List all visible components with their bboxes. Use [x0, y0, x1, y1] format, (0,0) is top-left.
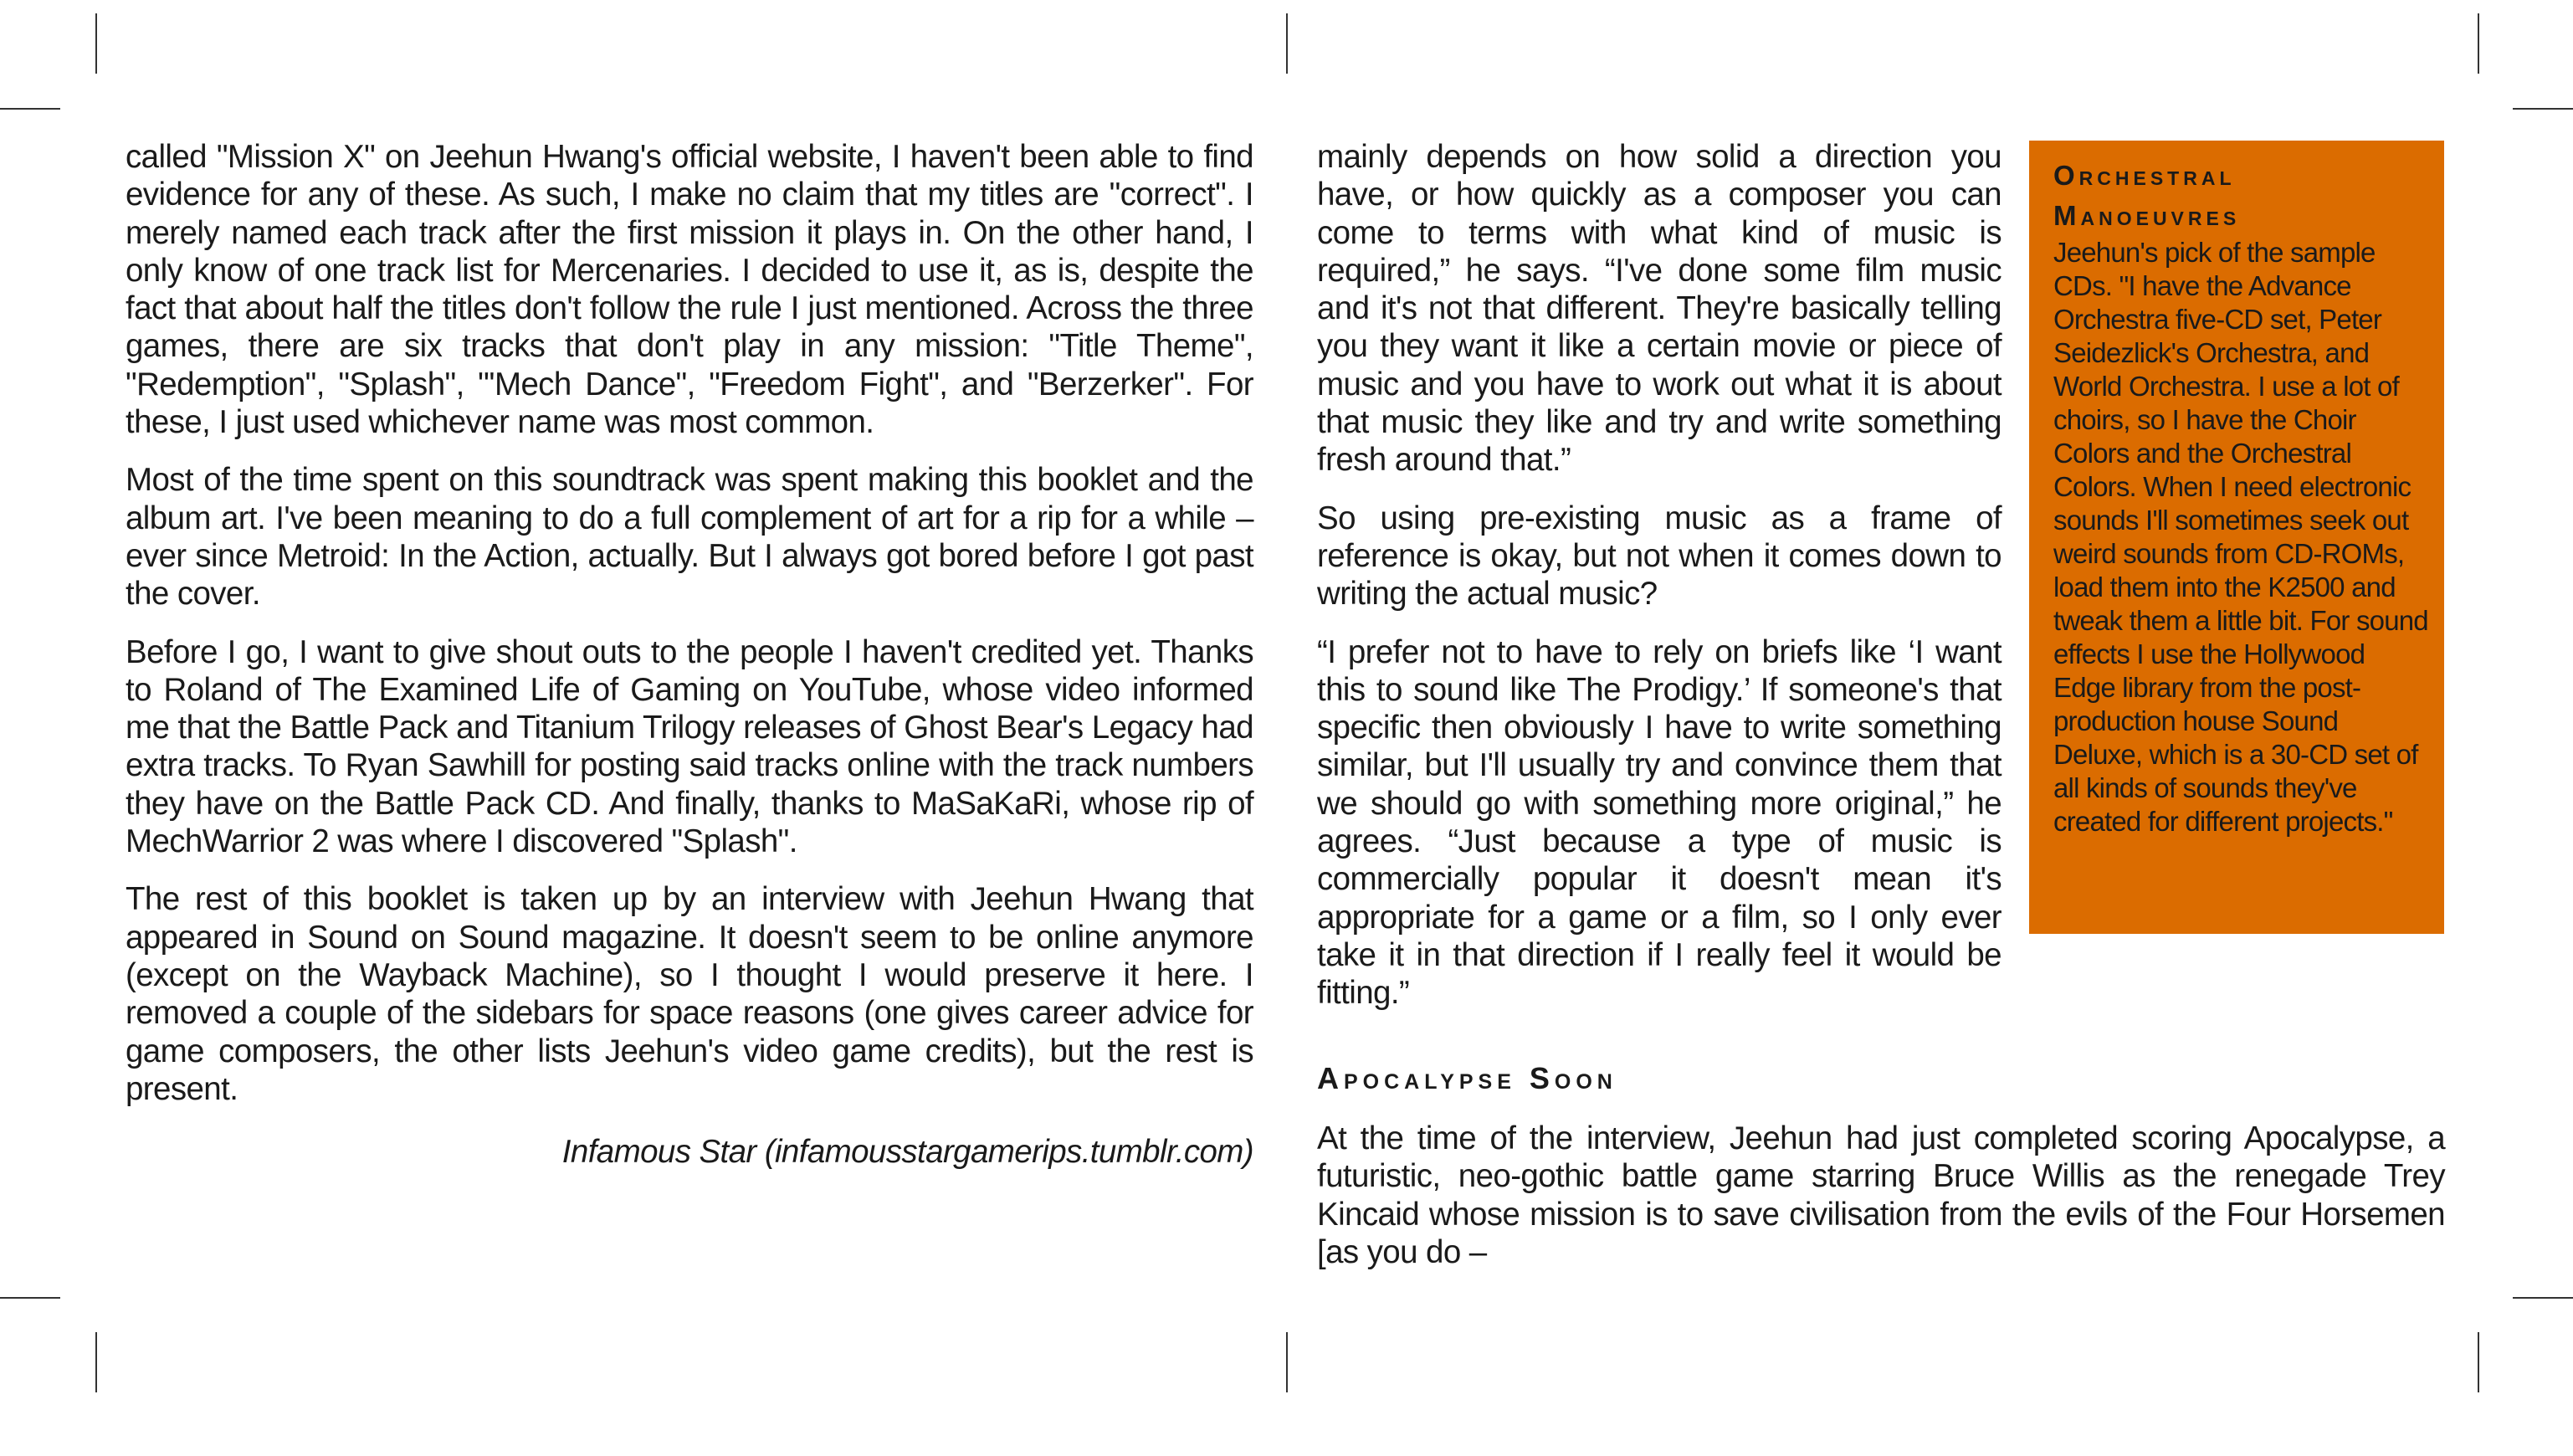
sidebar-body: Jeehun's pick of the sample CDs. "I have the Advance Orchestra five-CD set, Peter Seidezlick's Orchestra, and World Orchestra. I use a lot of choirs, so I have the Choir Colors and the Orchestral Colors. When I need electronic sounds I'll sometimes seek out weird sounds from CD-ROMs, load them into the K2500 and tweak them a little bit. For sound effects I use the Hollywood Edge library from the post-production house Sound Deluxe, which is a 30-CD set of all kinds of sounds they've created for different projects." — [2053, 237, 2428, 837]
paragraph: mainly depends on how solid a direction you have, or how quickly as a composer you can come to terms with what kind of music is required,” he says. “I've done some film music and it's not that different. They're basically telling you they want it like a certain movie or piece of music and you have to work out what it is about that music they like and try and write something fresh around that.” — [1317, 139, 2002, 479]
crop-mark — [0, 108, 60, 110]
section-apocalypse-soon — [1317, 1061, 2445, 1291]
crop-mark — [1286, 1332, 1288, 1392]
crop-mark — [2513, 1297, 2573, 1299]
paragraph: called "Mission X" on Jeehun Hwang's official website, I haven't been able to find evidence for any of these. As such, I make no claim that my titles are "correct". I merely named each track after the first mission it plays in. On the other hand, I only know of one track list for Mercenaries. I decided to use it, as is, despite the fact that about half the titles don't follow the rule I just mentioned. Across the three games, there are six tracks that don't play in any mission: "Title Theme", "Redemption", "Splash", "'Mech Dance", "Freedom Fight", and "Berzerker". For these, I just used whichever name was most common. — [126, 139, 1253, 441]
section-heading: Apocalypse Soon — [1317, 1061, 1617, 1095]
crop-mark — [2478, 1332, 2479, 1392]
paragraph: The rest of this booklet is taken up by an interview with Jeehun Hwang that appeared in Sound on Sound magazine. It doesn't seem to be online anymore (except on the Wayback Machine), so I thought I would preserve it here. I removed a couple of the sidebars for space reasons (one gives career advice for game composers, the other lists Jeehun's video game credits), but the rest is present. — [126, 881, 1253, 1107]
author-signature: Infamous Star (infamousstargamerips.tumblr.com) — [561, 1134, 1253, 1171]
middle-column — [1317, 138, 2002, 1033]
crop-mark — [2478, 13, 2479, 74]
crop-mark — [0, 1297, 60, 1299]
sidebar-title: Orchestral Manoeuvres — [2053, 160, 2241, 231]
crop-mark — [95, 13, 97, 74]
sidebar-box — [2029, 141, 2444, 934]
paragraph: “I prefer not to have to rely on briefs like ‘I want this to sound like The Prodigy.’ If someone's that specific then obviously I have to write something similar, but I'll usually try and convince them that we should go with something more original,” he agrees. “Just because a type of music is commercially popular it doesn't mean it's appropriate for a game or a film, so I only ever take it in that direction if I really feel it would be fitting.” — [1317, 633, 2002, 1012]
crop-mark — [2513, 108, 2573, 110]
crop-mark — [95, 1332, 97, 1392]
paragraph: Most of the time spent on this soundtrack was spent making this booklet and the album art. I've been meaning to do a full complement of art for a rip for a while – ever since Metroid: In the Action, actually. But I always got bored before I got past the cover. — [126, 462, 1253, 613]
paragraph: At the time of the interview, Jeehun had just completed scoring Apocalypse, a futuristic, neo-gothic battle game starring Bruce Willis as the renegade Trey Kincaid whose mission is to save civilisation from the evils of the Four Horsemen [as you do – — [1317, 1120, 2445, 1270]
paragraph: Before I go, I want to give shout outs to the people I haven't credited yet. Thanks to Roland of The Examined Life of Gaming on YouTube, whose video informed me that the Battle Pack and Titanium Trilogy releases of Ghost Bear's Legacy had extra tracks. To Ryan Sawhill for posting said tracks online with the track numbers they have on the Battle Pack CD. And finally, thanks to MaSaKaRi, whose rip of MechWarrior 2 was where I discovered "Splash". — [126, 633, 1253, 860]
crop-mark — [1286, 13, 1288, 74]
left-column — [126, 138, 1253, 1171]
paragraph: So using pre-existing music as a frame of reference is okay, but not when it comes down to writing the actual music? — [1317, 500, 2002, 613]
